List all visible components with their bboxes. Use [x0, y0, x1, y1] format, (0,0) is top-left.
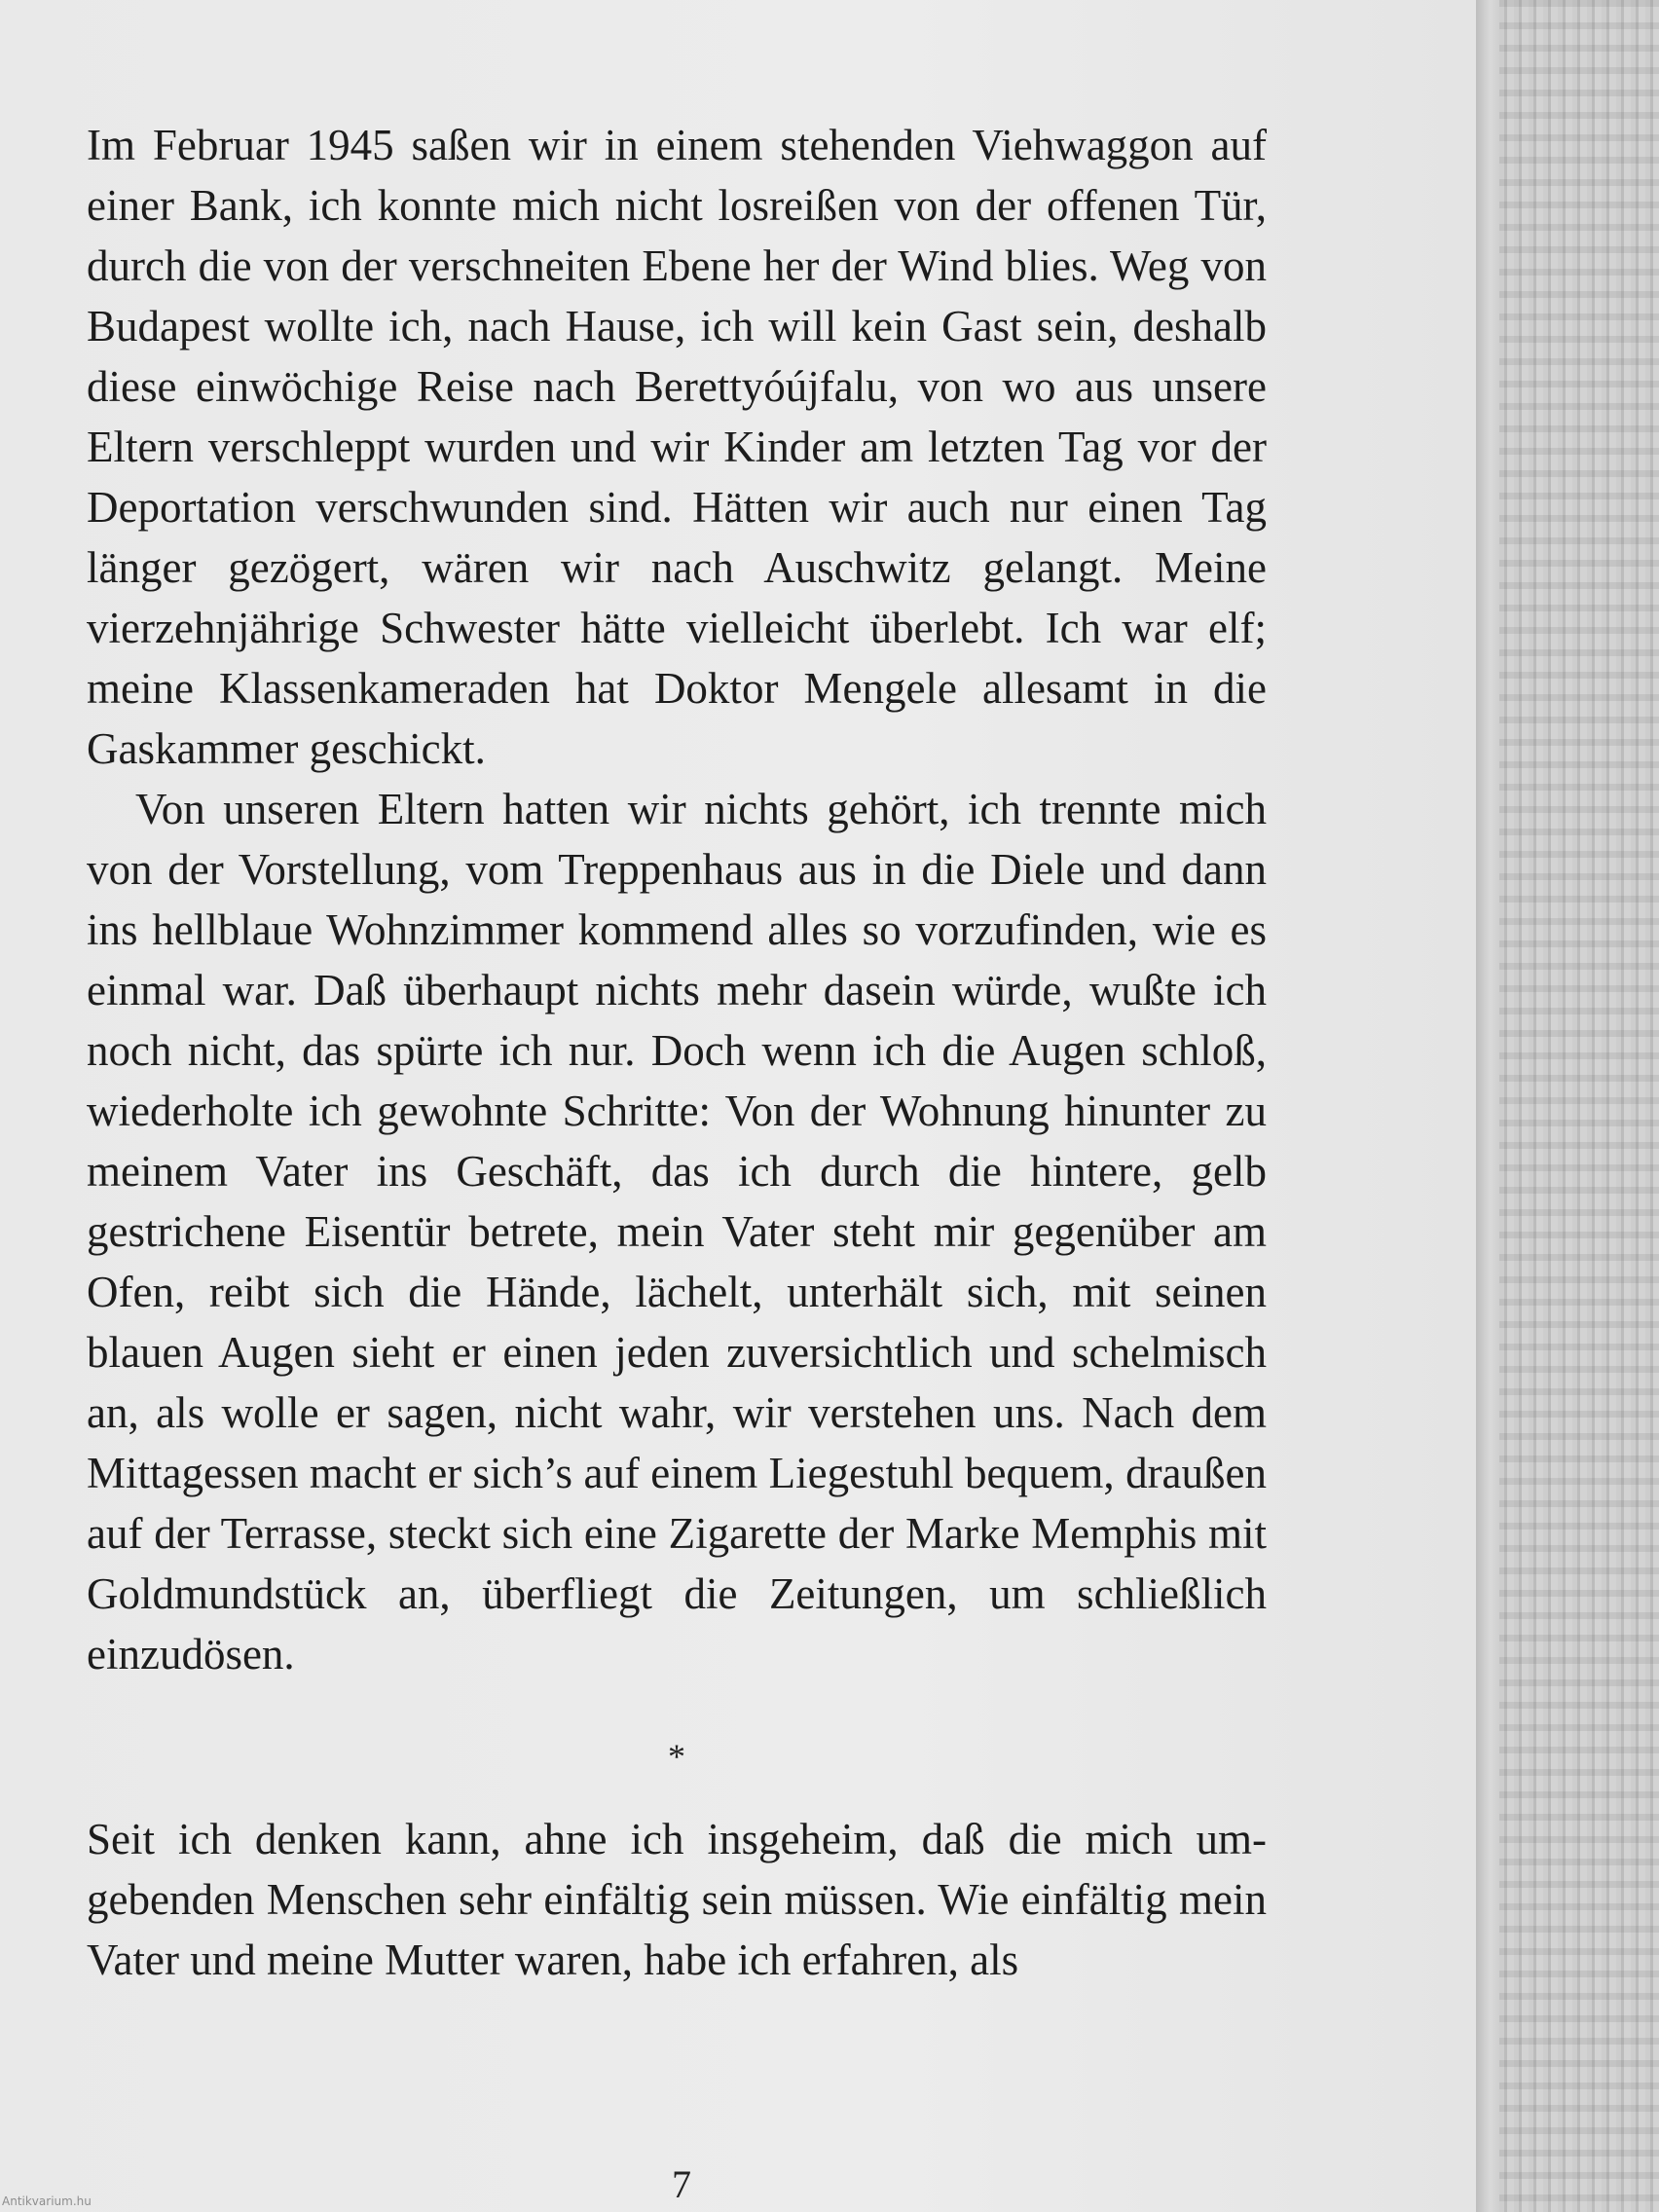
watermark: Antikvarium.hu [2, 2194, 92, 2208]
page-edge [1476, 0, 1499, 2212]
body-text [87, 115, 1267, 1990]
paragraph-2: Von unseren Eltern hatten wir nichts gehört, ich trennte mich von der Vorstellung, vom Treppenhaus aus in die Diele und dann ins hellblaue Wohnzimmer kommend alles so vorzufinden, wie es einmal war. Daß überhaupt nichts mehr dasein würde, wußte ich noch nicht, das spürte ich nur. Doch wenn ich die Augen schloß, wiederholte ich gewohnte Schritte: Von der Wohnung hinunter zu meinem Vater ins Geschäft, das ich durch die hintere, gelb gestrichene Eisentür betrete, mein Vater steht mir gegenüber am Ofen, reibt sich die Hände, lächelt, unterhält sich, mit seinen blauen Augen sieht er einen jeden zuversichtlich und schelmisch an, als wolle er sagen, nicht wahr, wir verstehen uns. Nach dem Mittagessen macht er sich’s auf einem Liegestuhl bequem, draußen auf der Terrasse, steckt sich eine Zigarette der Marke Memphis mit Goldmundstück an, überfliegt die Zeitungen, um schließlich einzudösen. [87, 785, 1267, 1678]
section-separator: * [668, 1737, 685, 1776]
paragraph-3: Seit ich denken kann, ahne ich insgeheim, daß die mich umgebenden Menschen sehr einfältig sein müssen. Wie einfältig mein Vater und meine Mutter waren, habe ich erfahren, als [87, 1815, 1267, 1984]
paragraph-1: Im Februar 1945 saßen wir in einem stehenden Viehwaggon auf einer Bank, ich konnte mich nicht losreißen von der offenen Tür, durch die von der verschneiten Ebene her der Wind blies. Weg von Budapest wollte ich, nach Hause, ich will kein Gast sein, deshalb diese einwöchige Reise nach Berettyóújfalu, von wo aus unsere Eltern verschleppt wurden und wir Kinder am letzten Tag vor der Deportation verschwunden sind. Hätten wir auch nur einen Tag länger gezögert, wären wir nach Auschwitz gelangt. Meine vierzehnjährige Schwester hätte vielleicht überlebt. Ich war elf; meine Klassenkameraden hat Doktor Mengele allesamt in die Gaskammer geschickt. [87, 121, 1267, 773]
page-number: 7 [672, 2162, 691, 2206]
background-surface [1499, 0, 1659, 2212]
